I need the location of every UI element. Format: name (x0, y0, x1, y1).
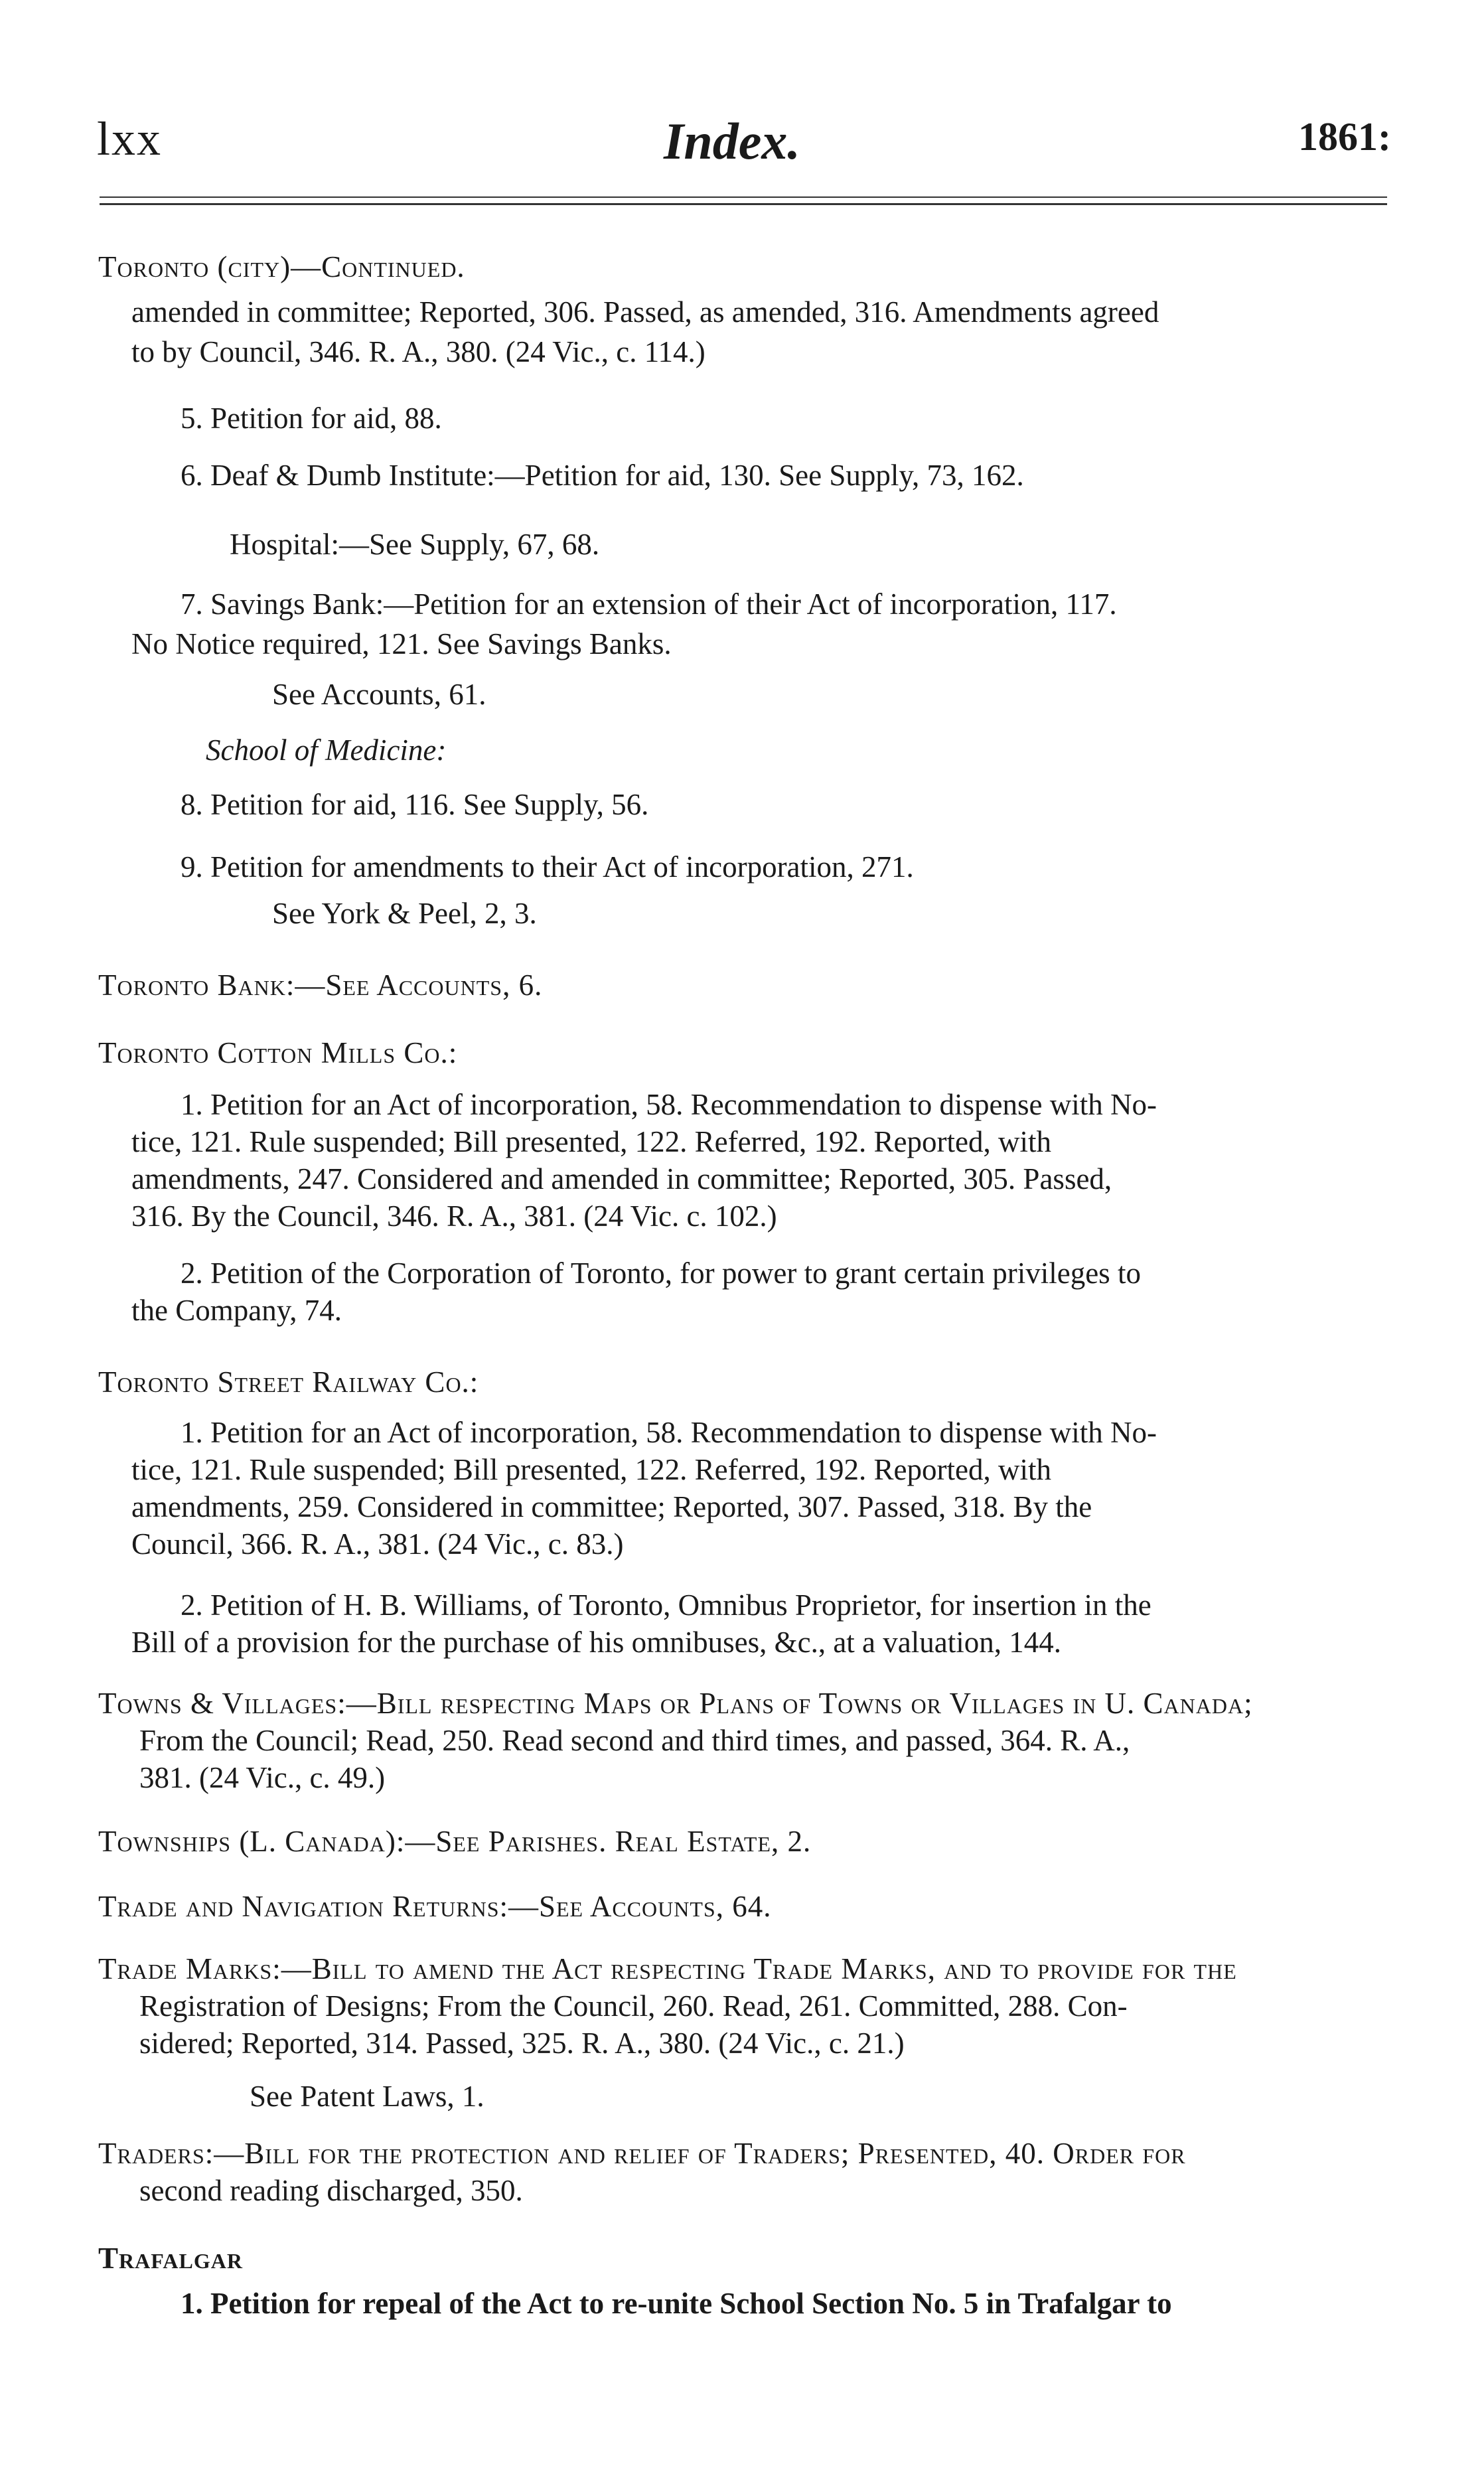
header-rule-thick (100, 203, 1387, 205)
index-line: Toronto Street Railway Co.: (98, 1365, 479, 1399)
index-line: Trade and Navigation Returns:—See Accounts, 64. (98, 1890, 772, 1923)
page-number: lxx (97, 112, 163, 165)
year: 1861: (1298, 115, 1391, 159)
page-header (0, 112, 1484, 185)
index-line: 8. Petition for aid, 116. See Supply, 56. (181, 788, 649, 821)
index-line: Townships (L. Canada):—See Parishes. Real Estate, 2. (98, 1825, 812, 1858)
index-line: No Notice required, 121. See Savings Banks. (131, 627, 672, 660)
index-line: 316. By the Council, 346. R. A., 381. (24 Vic. c. 102.) (131, 1199, 777, 1233)
index-line: Hospital:—See Supply, 67, 68. (230, 528, 600, 561)
index-line: Toronto Cotton Mills Co.: (98, 1036, 458, 1069)
index-line: second reading discharged, 350. (139, 2174, 523, 2207)
index-line: the Company, 74. (131, 1294, 342, 1327)
index-line: 7. Savings Bank:—Petition for an extension of their Act of incorporation, 117. (181, 587, 1117, 621)
index-line: See Accounts, 61. (272, 678, 486, 711)
index-line: sidered; Reported, 314. Passed, 325. R. A., 380. (24 Vic., c. 21.) (139, 2027, 905, 2060)
index-line: Toronto (city)—Continued. (98, 250, 465, 283)
index-line: Towns & Villages:—Bill respecting Maps or Plans of Towns or Villages in U. Canada; (98, 1687, 1253, 1720)
header-rule-thin (100, 196, 1387, 198)
index-line: See Patent Laws, 1. (250, 2080, 484, 2113)
index-line: 6. Deaf & Dumb Institute:—Petition for aid, 130. See Supply, 73, 162. (181, 459, 1024, 492)
index-line: 9. Petition for amendments to their Act of incorporation, 271. (181, 850, 914, 884)
index-line: 2. Petition of the Corporation of Toronto, for power to grant certain privileges to (181, 1257, 1141, 1290)
index-line: amendments, 259. Considered in committee; Reported, 307. Passed, 318. By the (131, 1490, 1092, 1523)
index-line: tice, 121. Rule suspended; Bill presented, 122. Referred, 192. Reported, with (131, 1125, 1051, 1158)
index-line: 2. Petition of H. B. Williams, of Toronto, Omnibus Proprietor, for insertion in the (181, 1588, 1151, 1622)
index-line: Registration of Designs; From the Council, 260. Read, 261. Committed, 288. Con- (139, 1989, 1128, 2023)
index-line: 1. Petition for an Act of incorporation, 58. Recommendation to dispense with No- (181, 1416, 1157, 1449)
running-title: Index. (664, 112, 800, 170)
index-line: 381. (24 Vic., c. 49.) (139, 1761, 386, 1794)
index-line: 5. Petition for aid, 88. (181, 402, 442, 435)
index-line: From the Council; Read, 250. Read second and third times, and passed, 364. R. A., (139, 1724, 1130, 1757)
index-line: tice, 121. Rule suspended; Bill presented, 122. Referred, 192. Reported, with (131, 1453, 1051, 1486)
index-line: Trade Marks:—Bill to amend the Act respecting Trade Marks, and to provide for the (98, 1952, 1237, 1985)
index-line: 1. Petition for repeal of the Act to re-unite School Section No. 5 in Trafalgar to (181, 2287, 1172, 2320)
index-line: Traders:—Bill for the protection and relief of Traders; Presented, 40. Order for (98, 2137, 1186, 2170)
index-line: Toronto Bank:—See Accounts, 6. (98, 968, 543, 1002)
index-line: 1. Petition for an Act of incorporation, 58. Recommendation to dispense with No- (181, 1088, 1157, 1121)
index-line: amendments, 247. Considered and amended in committee; Reported, 305. Passed, (131, 1162, 1112, 1195)
index-line: School of Medicine: (206, 733, 447, 767)
index-line: to by Council, 346. R. A., 380. (24 Vic., c. 114.) (131, 335, 705, 368)
index-line: amended in committee; Reported, 306. Passed, as amended, 316. Amendments agreed (131, 295, 1159, 329)
index-line: Trafalgar (98, 2242, 243, 2275)
index-line: Council, 366. R. A., 381. (24 Vic., c. 83.) (131, 1527, 624, 1561)
index-line: See York & Peel, 2, 3. (272, 897, 537, 930)
index-line: Bill of a provision for the purchase of his omnibuses, &c., at a valuation, 144. (131, 1626, 1061, 1659)
